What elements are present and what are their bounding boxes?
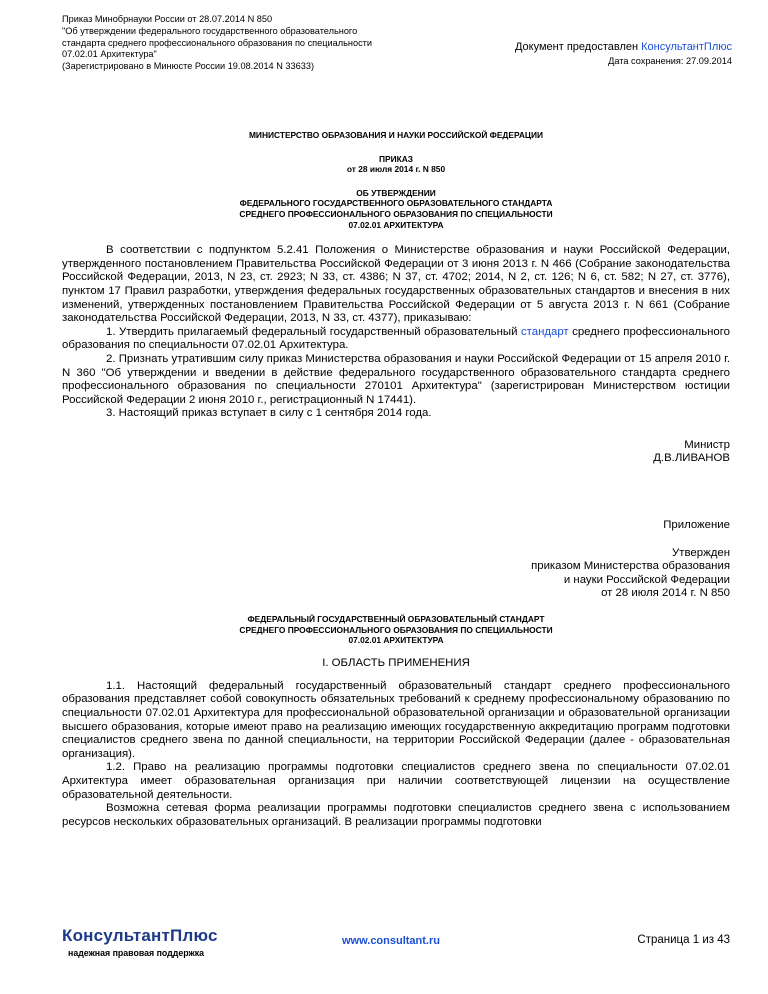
approval-line: и науки Российской Федерации: [563, 573, 730, 586]
standard-link[interactable]: стандарт: [520, 325, 569, 338]
approval-line: приказом Министерства образования: [531, 560, 730, 573]
paragraph-1-1: 1.1. Настоящий федеральный государственный образовательный стандарт среднего профессионального образования представляет собой совокупность обязательных требований к среднему профессиональному образованию по специальности 07.02.01 Архитектура для профессиональной образовательной организации и образовательной организации высшего образования, которые имеют право на реализацию имеющих государственную аккредитацию программ подготовки специалистов среднего звена по данной специальности, на территории Российской Федерации (далее - образовательная организация).: [62, 679, 730, 760]
section-heading: I. ОБЛАСТЬ ПРИМЕНЕНИЯ: [322, 656, 470, 669]
approval-line: от 28 июля 2014 г. N 850: [601, 587, 730, 600]
paragraph-1-2: 1.2. Право на реализацию программы подготовки специалистов среднего звена по специальности 07.02.01 Архитектура имеет образовательная организация при наличии соответствующей лицензии на осуществление образовательной деятельности.: [62, 761, 730, 801]
document-body: [62, 130, 730, 829]
approval-block: [62, 547, 730, 601]
appendix-label: Приложение: [663, 519, 730, 532]
reference-line: "Об утверждении федерального государственного образовательного: [62, 25, 358, 36]
order-item-2: 2. Признать утратившим силу приказ Министерства образования и науки Российской Федерации от 15 апреля 2010 г. N 360 "Об утверждении и введении в действие федерального государственного образовательного стандарта среднего профессионального образования по специальности 270101 Архитектура" (зарегистрирован Министерством юстиции Российской Федерации 2 июня 2010 г., регистрационный N 17441).: [62, 352, 730, 406]
reference-line: (Зарегистрировано в Минюсте России 19.08.2014 N 33633): [62, 61, 315, 72]
order-item-3: 3. Настоящий приказ вступает в силу с 1 сентября 2014 года.: [106, 407, 432, 420]
order-title: ПРИКАЗ: [378, 153, 414, 164]
paragraph-network-form: Возможна сетевая форма реализации программы подготовки специалистов среднего звена с использованием ресурсов нескольких образовательных организаций. В реализации программы подготовки: [62, 802, 730, 828]
website-link[interactable]: www.consultant.ru: [342, 935, 440, 947]
reference-line: Приказ Минобрнауки России от 28.07.2014 N 850: [62, 14, 273, 24]
logo-title: КонсультантПлюс: [62, 926, 218, 945]
order-date: от 28 июля 2014 г. N 850: [346, 164, 446, 175]
document-reference: [62, 14, 442, 73]
page-number: Страница 1 из 43: [637, 934, 730, 946]
provider-brand-link[interactable]: КонсультантПлюс: [641, 41, 732, 53]
provided-by: [515, 40, 732, 54]
preamble-paragraph: В соответствии с подпунктом 5.2.41 Положения о Министерстве образования и науки Российской Федерации, утвержденного постановлением Правительства Российской Федерации от 3 июня 2013 г. N 466 (Собрание законодательства Российской Федерации, 2013, N 23, ст. 2923; N 33, ст. 4386; N 37, ст. 4702; 2014, N 2, ст. 126; N 6, ст. 582; N 27, ст. 3776), пунктом 17 Правил разработки, утверждения федеральных государственных образовательных стандартов и внесения в них изменений, утвержденных постановлением Правительства Российской Федерации от 5 августа 2013 г. N 661 (Собрание законодательства Российской Федерации, 2013, N 33, ст. 4377), приказываю:: [62, 244, 730, 325]
item-1-text: 1. Утвердить прилагаемый федеральный государственный образовательный: [106, 325, 521, 338]
save-date: Дата сохранения: 27.09.2014: [608, 56, 732, 66]
standard-title: [62, 614, 730, 646]
reference-line: стандарта среднего профессионального образования по специальности: [62, 37, 373, 48]
subject-line: ФЕДЕРАЛЬНОГО ГОСУДАРСТВЕННОГО ОБРАЗОВАТЕЛЬНОГО СТАНДАРТА: [239, 198, 553, 209]
standard-title-line: 07.02.01 АРХИТЕКТУРА: [348, 635, 444, 646]
subject-line: СРЕДНЕГО ПРОФЕССИОНАЛЬНОГО ОБРАЗОВАНИЯ ПО СПЕЦИАЛЬНОСТИ: [239, 208, 553, 219]
item-1-text-end: среднего профессионального образования по специальности 07.02.01 Архитектура.: [62, 325, 730, 352]
provided-by-label: Документ предоставлен: [514, 41, 642, 53]
subject-line: ОБ УТВЕРЖДЕНИИ: [356, 187, 436, 198]
signature-title: Министр: [684, 438, 730, 451]
order-item-1: [62, 326, 730, 353]
reference-line: 07.02.01 Архитектура": [62, 49, 157, 60]
ministry-heading: МИНИСТЕРСТВО ОБРАЗОВАНИЯ И НАУКИ РОССИЙСКОЙ ФЕДЕРАЦИИ: [248, 130, 544, 140]
page-footer: [62, 926, 730, 966]
logo-subtitle: надежная правовая поддержка: [68, 948, 205, 958]
provider-info: [515, 40, 732, 67]
signature-name: Д.В.ЛИВАНОВ: [653, 452, 730, 465]
subject-line: 07.02.01 АРХИТЕКТУРА: [348, 219, 444, 230]
order-subject: [62, 188, 730, 230]
standard-title-line: ФЕДЕРАЛЬНЫЙ ГОСУДАРСТВЕННЫЙ ОБРАЗОВАТЕЛЬНЫЙ СТАНДАРТ: [247, 614, 545, 625]
consultant-logo: [62, 926, 218, 959]
approval-line: Утвержден: [672, 546, 730, 559]
standard-title-line: СРЕДНЕГО ПРОФЕССИОНАЛЬНОГО ОБРАЗОВАНИЯ ПО СПЕЦИАЛЬНОСТИ: [239, 624, 553, 635]
